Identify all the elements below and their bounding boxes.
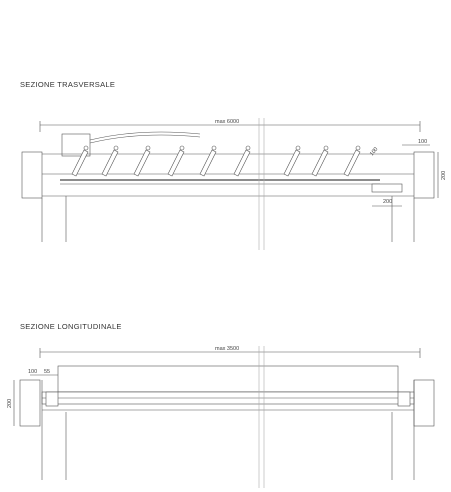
- bottom-dimension-label: 200: [383, 199, 393, 205]
- inner-dimension-label: 55: [44, 369, 51, 375]
- left-wall: [22, 152, 42, 198]
- right-wall-long: [414, 380, 434, 426]
- blade-pivot: [324, 146, 328, 150]
- end-bracket-right: [398, 392, 410, 406]
- blade-pivot: [84, 146, 88, 150]
- blade-pivot: [246, 146, 250, 150]
- height-dimension-label-long: 200: [7, 398, 13, 408]
- blade-pivot: [114, 146, 118, 150]
- blade-pivot: [296, 146, 300, 150]
- right-wall: [414, 152, 434, 198]
- blade-body: [58, 366, 398, 392]
- end-bracket-left: [46, 392, 58, 406]
- right-offset-label: 100: [418, 139, 428, 145]
- offset-dimension-label: 100: [28, 369, 38, 375]
- span-dimension-label-long: max 3500: [215, 346, 240, 352]
- blade-pivot: [356, 146, 360, 150]
- longitudinal-section: [14, 346, 434, 488]
- section-title-longitudinal: SEZIONE LONGITUDINALE: [20, 322, 122, 331]
- section-title-transverse: SEZIONE TRASVERSALE: [20, 80, 116, 89]
- lever-arc: [90, 132, 200, 140]
- height-dimension-label: 200: [441, 170, 447, 180]
- span-dimension-label: max 6000: [215, 119, 240, 125]
- blade-pivot: [180, 146, 184, 150]
- lever-arc-inner: [90, 135, 200, 143]
- blade-pivot: [146, 146, 150, 150]
- blade-dimension-label: 100: [368, 146, 380, 158]
- blade-pivot: [212, 146, 216, 150]
- gutter: [372, 184, 402, 192]
- left-wall-long: [20, 380, 40, 426]
- transverse-section: [22, 118, 438, 250]
- louvre-blades: [72, 146, 360, 176]
